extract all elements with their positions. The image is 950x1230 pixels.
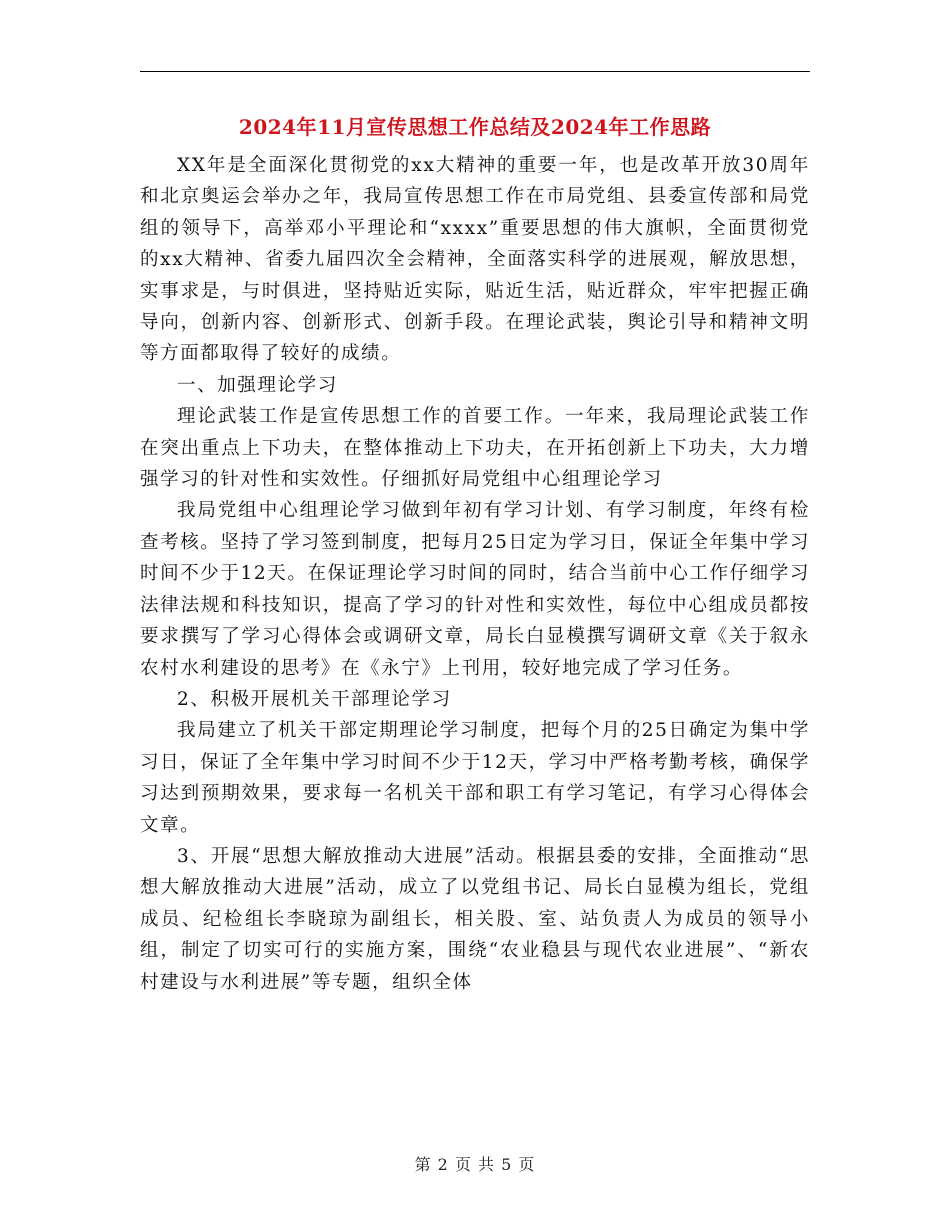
paragraph-intro: XX年是全面深化贯彻党的xx大精神的重要一年，也是改革开放30周年和北京奥运会举办之年，我局宣传思想工作在市局党组、县委宣传部和局党组的领导下，高举邓小平理论和“xxxx”重要思想的伟大旗帜，全面贯彻党的xx大精神、省委九届四次全会精神，全面落实科学的进展观，解放思想，实事求是，与时俱进，坚持贴近实际，贴近生活，贴近群众，牢牢把握正确导向，创新内容、创新形式、创新手段。在理论武装，舆论引导和精神文明等方面都取得了较好的成绩。 bbox=[140, 155, 810, 365]
page-number-footer: 第 2 页 共 5 页 bbox=[414, 1155, 536, 1174]
paragraph-cadre-study: 我局建立了机关干部定期理论学习制度，把每个月的25日确定为集中学习日，保证了全年集中学习时间不少于12天，学习中严格考勤考核，确保学习达到预期效果，要求每一名机关干部和职工有学习笔记，有学习心得体会文章。 bbox=[140, 720, 810, 836]
document-body bbox=[140, 150, 810, 998]
paragraph-theory-armament: 理论武装工作是宣传思想工作的首要工作。一年来，我局理论武装工作在突出重点上下功夫，在整体推动上下功夫，在开拓创新上下功夫，大力增强学习的针对性和实效性。仔细抓好局党组中心组理论学习 bbox=[140, 406, 810, 491]
paragraph-central-group-study: 我局党组中心组理论学习做到年初有学习计划、有学习制度，年终有检查考核。坚持了学习签到制度，把每月25日定为学习日，保证全年集中学习时间不少于12天。在保证理论学习时间的同时，结合当前中心工作仔细学习法律法规和科技知识，提高了学习的针对性和实效性，每位中心组成员都按要求撰写了学习心得体会或调研文章，局长白显模撰写调研文章《关于叙永农村水利建设的思考》在《永宁》上刊用，较好地完成了学习任务。 bbox=[140, 500, 810, 679]
paragraph-emancipation-campaign: 3、开展“思想大解放推动大进展”活动。根据县委的安排，全面推动“思想大解放推动大进展”活动，成立了以党组书记、局长白显模为组长，党组成员、纪检组长李晓琼为副组长，相关股、室、站负责人为成员的领导小组，制定了切实可行的实施方案，围绕“农业稳县与现代农业进展”、“新农村建设与水利进展”等专题，组织全体 bbox=[140, 845, 810, 993]
subheading-cadre-study: 2、积极开展机关干部理论学习 bbox=[177, 688, 452, 710]
header-rule bbox=[140, 71, 810, 72]
document-title: 2024年11月宣传思想工作总结及2024年工作思路 bbox=[238, 115, 712, 139]
section-heading-theory-study: 一、加强理论学习 bbox=[177, 374, 338, 396]
